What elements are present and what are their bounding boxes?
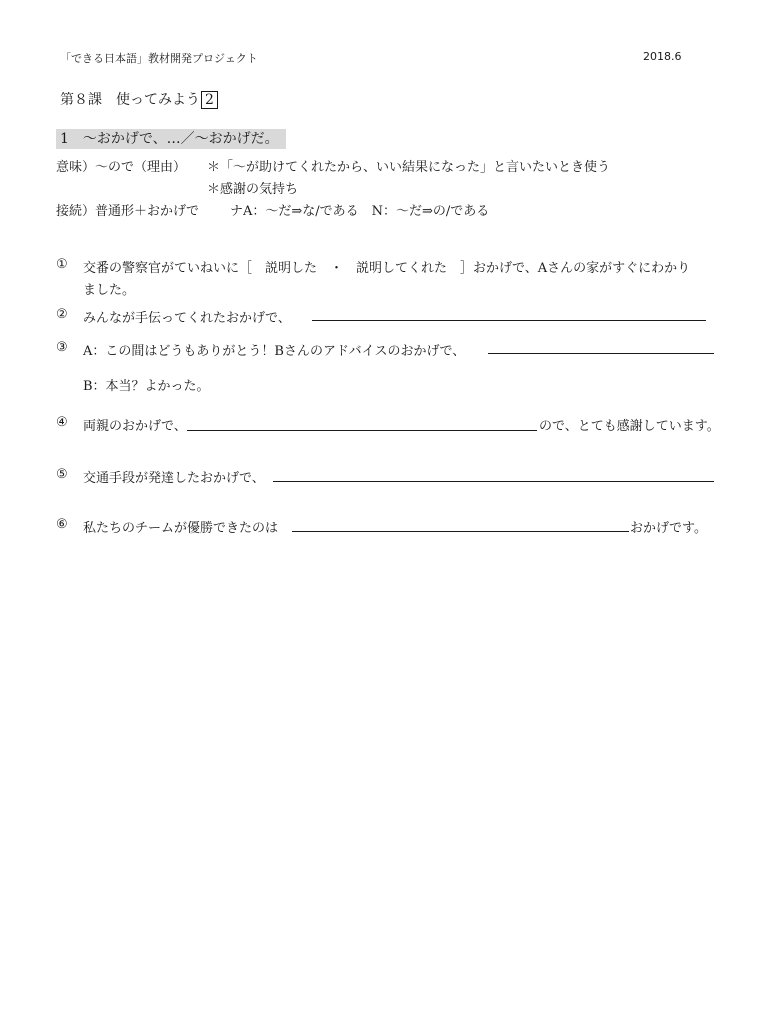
item-5-number: ⑤ [56, 467, 68, 482]
connection-label: 接続）普通形＋おかげで [56, 204, 200, 219]
item-4-text: 両親のおかげで、 [83, 419, 187, 434]
title-text: 第８課 使ってみよう [60, 92, 200, 108]
item-2-text: みんなが手伝ってくれたおかげで、 [83, 311, 291, 326]
item-6-text: 私たちのチームが優勝できたのは [83, 521, 279, 536]
item-6-text-end: おかげです。 [630, 521, 707, 536]
header-date: 2018.6 [643, 50, 682, 63]
section-heading: 1 ～おかげで、…／～おかげだ。 [56, 129, 286, 149]
item-4-answer-line[interactable] [187, 430, 537, 431]
item-3-number: ③ [56, 340, 68, 355]
title-box-number: 2 [201, 91, 218, 109]
item-2-answer-line[interactable] [312, 320, 706, 321]
connection-rule: ナA：～だ⇒な/である N：～だ⇒の/である [230, 204, 490, 219]
page-title [60, 89, 218, 109]
item-5-text: 交通手段が発達したおかげで、 [83, 471, 265, 486]
item-3-answer-line[interactable] [488, 353, 714, 354]
item-1-text: 交番の警察官がていねいに［ 説明した ・ 説明してくれた ］おかげで、Aさんの家がすぐにわかり [83, 261, 691, 276]
item-1-number: ① [56, 257, 68, 272]
item-3-reply: B：本当？よかった。 [83, 379, 210, 394]
item-4-text-end: ので、とても感謝しています。 [539, 419, 720, 434]
item-3-text: A：この間はどうもありがとう！Bさんのアドバイスのおかげで、 [83, 344, 466, 359]
item-4-number: ④ [56, 415, 68, 430]
item-2-number: ② [56, 307, 68, 322]
meaning-note-1: ＊「～が助けてくれたから、いい結果になった」と言いたいとき使う [207, 160, 611, 175]
item-5-answer-line[interactable] [273, 481, 714, 482]
item-6-number: ⑥ [56, 517, 68, 532]
header-project: 「できる日本語」教材開発プロジェクト [60, 52, 258, 65]
meaning-note-2: ＊感謝の気持ち [207, 182, 299, 197]
item-6-answer-line[interactable] [292, 531, 629, 532]
item-1-text-cont: ました。 [83, 283, 136, 298]
meaning-label: 意味）～ので（理由） [56, 160, 187, 175]
